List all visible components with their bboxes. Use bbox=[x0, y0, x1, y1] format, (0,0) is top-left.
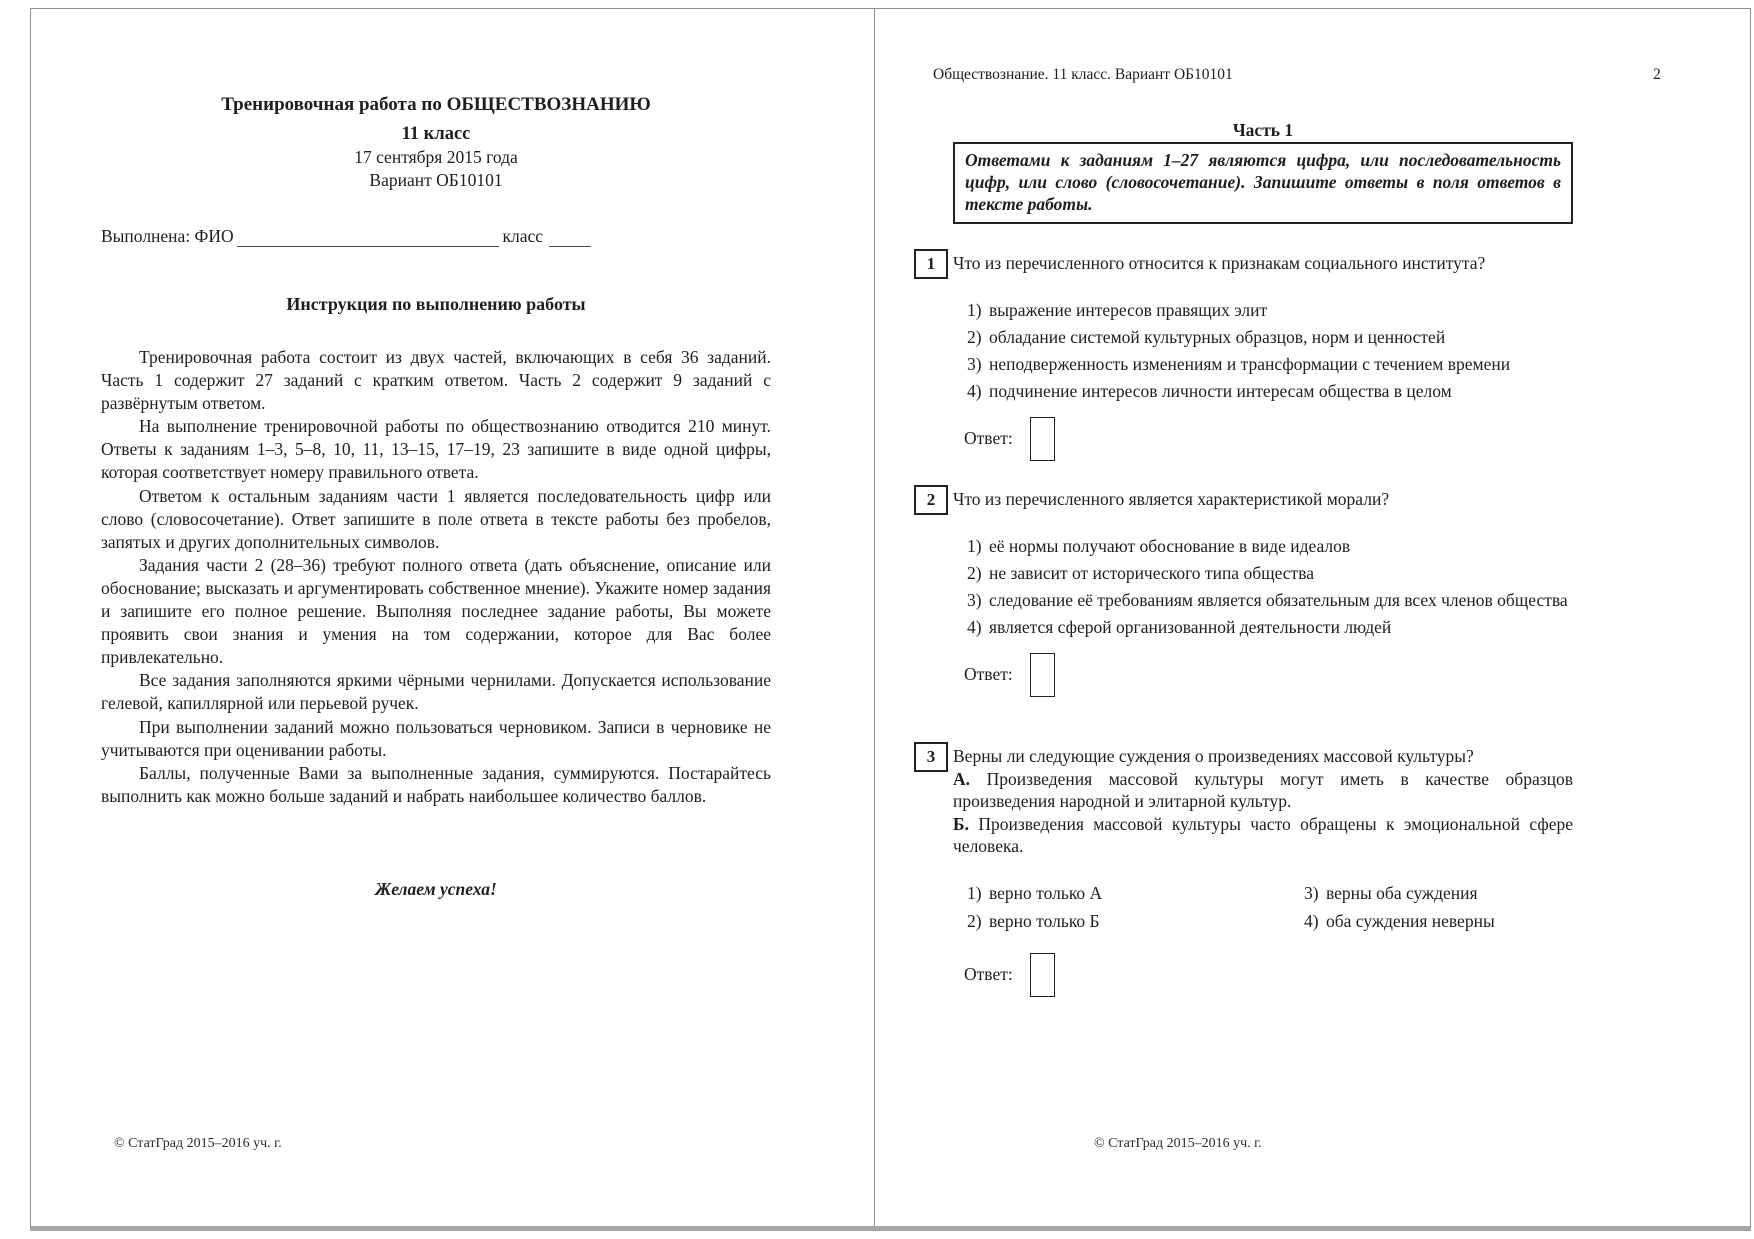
answer-label: Ответ: bbox=[964, 964, 1013, 984]
option-text: обладание системой культурных образцов, норм и ценностей bbox=[989, 326, 1446, 347]
part-heading: Часть 1 bbox=[1232, 120, 1294, 140]
option-number: 4) bbox=[1304, 910, 1319, 931]
statement-label: Б. bbox=[953, 813, 969, 834]
option-row bbox=[953, 910, 1290, 932]
instruction-paragraph: Задания части 2 (28–36) требуют полного ответа (дать объяснение, описание или обоснование; высказать и аргументировать собственное мнение). Укажите номер задания и запишите его полное решение. Выполняя последнее задание работы, Вы можете проявить свои знания и умения на том содержании, которое для Вас более привлекательно. bbox=[101, 554, 771, 668]
instruction-body bbox=[101, 346, 771, 808]
option-row bbox=[953, 882, 1290, 904]
page-divider bbox=[874, 9, 875, 1226]
option-text: не зависит от исторического типа общества bbox=[989, 562, 1314, 583]
options-list bbox=[953, 882, 1573, 938]
question-2 bbox=[926, 488, 1573, 698]
class-label: класс bbox=[502, 226, 543, 246]
fio-label: Выполнена: ФИО bbox=[101, 226, 234, 246]
options-list bbox=[953, 299, 1573, 402]
option-number: 1) bbox=[967, 882, 982, 903]
option-text: оба суждения неверны bbox=[1326, 910, 1495, 931]
option-row bbox=[953, 589, 1573, 611]
fio-row bbox=[101, 226, 591, 247]
option-text: верны оба суждения bbox=[1326, 882, 1478, 903]
option-number: 1) bbox=[967, 299, 982, 320]
instruction-paragraph: Баллы, полученные Вами за выполненные задания, суммируются. Постарайтесь выполнить как можно больше заданий и набрать наибольшее количество баллов. bbox=[101, 762, 771, 806]
answer-row bbox=[953, 652, 1573, 698]
option-number: 3) bbox=[967, 589, 982, 610]
statement-label: А. bbox=[953, 768, 971, 789]
option-text: её нормы получают обоснование в виде идеалов bbox=[989, 535, 1351, 556]
option-number: 2) bbox=[967, 326, 982, 347]
option-text: неподверженность изменениям и трансформации с течением времени bbox=[989, 353, 1511, 374]
option-text: верно только А bbox=[989, 882, 1103, 903]
title-variant: Вариант ОБ10101 bbox=[369, 170, 503, 190]
answer-box[interactable] bbox=[1030, 953, 1055, 997]
page-number: 2 bbox=[1653, 66, 1661, 83]
instruction-paragraph: При выполнении заданий можно пользоваться черновиком. Записи в черновике не учитываются при оценивании работы. bbox=[101, 716, 771, 760]
option-text: является сферой организованной деятельности людей bbox=[989, 616, 1392, 637]
success-wish: Желаем успеха! bbox=[375, 879, 497, 899]
option-row bbox=[953, 616, 1573, 638]
options-list bbox=[953, 535, 1573, 638]
class-blank-field[interactable] bbox=[549, 227, 591, 247]
copyright-footer-left: © СтатГрад 2015–2016 уч. г. bbox=[114, 1136, 282, 1151]
option-number: 4) bbox=[967, 616, 982, 637]
option-text: выражение интересов правящих элит bbox=[989, 299, 1268, 320]
fio-blank-field[interactable] bbox=[237, 227, 500, 247]
question-number-box: 2 bbox=[914, 485, 948, 515]
statement-a bbox=[953, 768, 1573, 813]
option-row bbox=[953, 562, 1573, 584]
statement-text: Произведения массовой культуры могут иметь в качестве образцов произведения народной и элитарной культур. bbox=[953, 768, 1573, 811]
question-text: Верны ли следующие суждения о произведениях массовой культуры? bbox=[953, 746, 1474, 766]
option-text: подчинение интересов личности интересам общества в целом bbox=[989, 380, 1452, 401]
copyright-footer-right: © СтатГрад 2015–2016 уч. г. bbox=[1094, 1136, 1262, 1151]
question-number-box: 1 bbox=[914, 249, 948, 279]
answer-box[interactable] bbox=[1030, 653, 1055, 697]
answer-row bbox=[953, 952, 1573, 998]
option-text: верно только Б bbox=[989, 910, 1100, 931]
option-text: следование её требованиям является обязательным для всех членов общества bbox=[989, 589, 1568, 610]
option-row bbox=[953, 326, 1573, 348]
statements-block bbox=[953, 768, 1573, 858]
question-3 bbox=[926, 745, 1574, 998]
option-row bbox=[953, 299, 1573, 321]
option-number: 4) bbox=[967, 380, 982, 401]
option-row bbox=[953, 535, 1573, 557]
page-sheet bbox=[30, 8, 1751, 1231]
instruction-heading: Инструкция по выполнению работы bbox=[286, 294, 586, 314]
page-header: Обществознание. 11 класс. Вариант ОБ10101 bbox=[933, 66, 1233, 83]
option-number: 1) bbox=[967, 535, 982, 556]
option-number: 3) bbox=[967, 353, 982, 374]
option-number: 3) bbox=[1304, 882, 1319, 903]
instruction-paragraph: Ответом к остальным заданиям части 1 является последовательность цифр или слово (словосочетание). Ответ запишите в поле ответа в тексте работы без пробелов, запятых и других дополнительных символов. bbox=[101, 485, 771, 552]
option-number: 2) bbox=[967, 562, 982, 583]
option-row bbox=[1290, 882, 1573, 904]
instruction-paragraph: Все задания заполняются яркими чёрными чернилами. Допускается использование гелевой, капиллярной или перьевой ручек. bbox=[101, 670, 771, 714]
question-number-box: 3 bbox=[914, 742, 948, 772]
part-note: Ответами к заданиям 1–27 являются цифра, или последовательность цифр, или слово (словосочетание). Запишите ответы в поля ответов в тексте работы. bbox=[953, 142, 1573, 224]
title-grade: 11 класс bbox=[401, 124, 471, 144]
option-row bbox=[953, 353, 1573, 375]
instruction-paragraph: Тренировочная работа состоит из двух частей, включающих в себя 36 заданий. Часть 1 содержит 27 заданий с кратким ответом. Часть 2 содержит 9 заданий с развёрнутым ответом. bbox=[101, 347, 771, 414]
answer-label: Ответ: bbox=[964, 428, 1013, 448]
answer-row bbox=[953, 416, 1573, 462]
answer-label: Ответ: bbox=[964, 664, 1013, 684]
option-number: 2) bbox=[967, 910, 982, 931]
title-date: 17 сентября 2015 года bbox=[354, 147, 518, 167]
question-text: Что из перечисленного является характеристикой морали? bbox=[953, 489, 1390, 509]
instruction-paragraph: На выполнение тренировочной работы по обществознанию отводится 210 минут. Ответы к заданиям 1–3, 5–8, 10, 11, 13–15, 17–19, 23 запишите в виде одной цифры, которая соответствует номеру правильного ответа. bbox=[101, 416, 771, 483]
statement-b bbox=[953, 813, 1573, 858]
option-row bbox=[953, 380, 1573, 402]
statement-text: Произведения массовой культуры часто обращены к эмоциональной сфере человека. bbox=[953, 813, 1574, 856]
page-title: Тренировочная работа по ОБЩЕСТВОЗНАНИЮ bbox=[221, 94, 651, 115]
title-block bbox=[101, 93, 771, 192]
option-row bbox=[1290, 910, 1573, 932]
question-1 bbox=[926, 252, 1573, 462]
answer-box[interactable] bbox=[1030, 417, 1055, 461]
question-text: Что из перечисленного относится к признакам социального института? bbox=[953, 253, 1486, 273]
